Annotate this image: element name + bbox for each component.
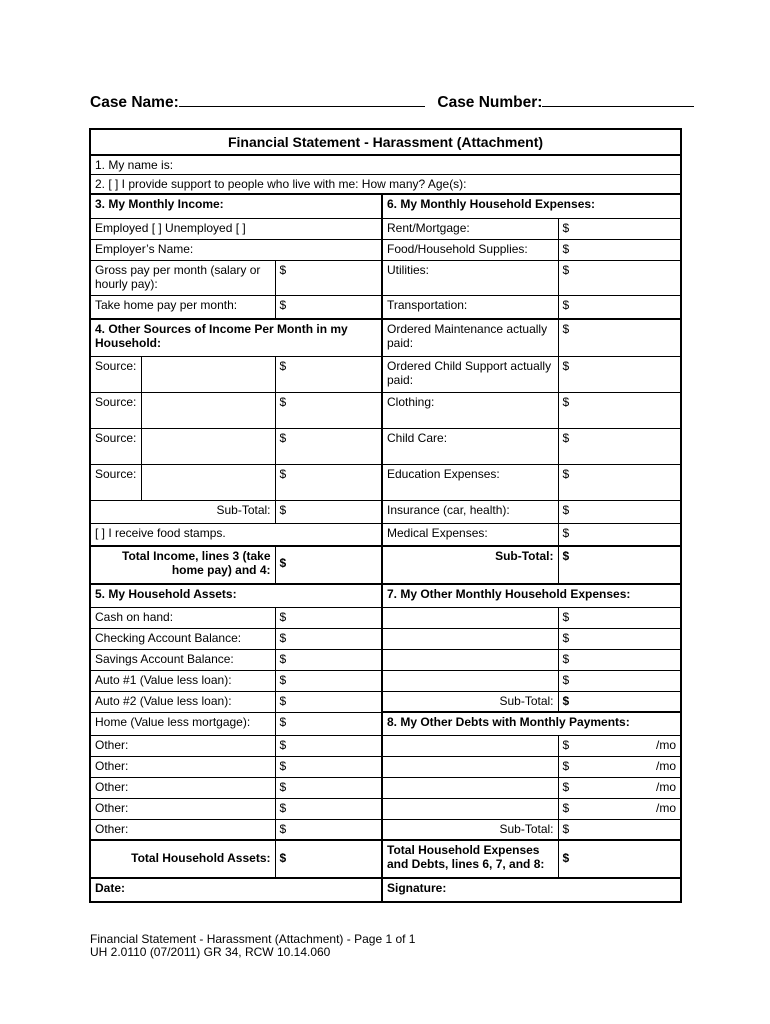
other-expense-amount[interactable]: $ [558,670,681,691]
asset-label: Auto #1 (Value less loan): [90,670,275,691]
source-amount[interactable]: $ [275,356,382,392]
dollar-sign: $ [562,800,570,815]
other-debts-heading: 8. My Other Debts with Monthly Payments: [382,712,681,735]
my-name-line[interactable]: 1. My name is: [90,155,681,175]
expense-label: Rent/Mortgage: [382,218,558,239]
expense-label: Child Care: [382,428,558,464]
debt-amount[interactable] [558,798,681,819]
household-expenses-heading: 6. My Monthly Household Expenses: [382,194,681,218]
per-month: /mo [655,737,676,752]
case-number-field[interactable] [542,92,694,107]
employer-name[interactable]: Employer’s Name: [90,239,382,260]
case-header [90,92,690,112]
source-label: Source: [90,392,141,428]
income-subtotal-amount[interactable]: $ [275,500,382,523]
signature-field[interactable]: Signature: [382,878,681,902]
other-expenses-subtotal-label: Sub-Total: [382,691,558,712]
asset-amount[interactable]: $ [275,628,382,649]
other-expense-field[interactable] [382,670,558,691]
source-amount[interactable]: $ [275,392,382,428]
source-field[interactable] [141,428,275,464]
per-month: /mo [655,800,676,815]
debt-field[interactable] [382,735,558,756]
asset-amount[interactable]: $ [275,670,382,691]
food-stamps-checkbox[interactable]: [ ] I receive food stamps. [90,523,382,546]
per-month: /mo [655,779,676,794]
expense-label: Clothing: [382,392,558,428]
debt-field[interactable] [382,777,558,798]
expense-label: Education Expenses: [382,464,558,500]
expense-amount[interactable]: $ [558,218,681,239]
expense-label: Medical Expenses: [382,523,558,546]
source-label: Source: [90,428,141,464]
source-amount[interactable]: $ [275,428,382,464]
expense-label: Ordered Maintenance actually paid: [382,319,558,356]
expense-amount[interactable]: $ [558,295,681,319]
other-expense-amount[interactable]: $ [558,649,681,670]
expense-label: Utilities: [382,260,558,295]
income-subtotal-label: Sub-Total: [90,500,275,523]
expense-amount[interactable]: $ [558,260,681,295]
page-footer [90,933,415,959]
monthly-income-heading: 3. My Monthly Income: [90,194,382,218]
case-name-label: Case Name: [90,94,179,111]
per-month: /mo [655,758,676,773]
total-expenses-debts-label: Total Household Expenses and Debts, lines 6, 7, and 8: [382,840,558,878]
other-expense-field[interactable] [382,628,558,649]
expense-label: Ordered Child Support actually paid: [382,356,558,392]
date-field[interactable]: Date: [90,878,382,902]
other-expense-field[interactable] [382,649,558,670]
support-line[interactable]: 2. [ ] I provide support to people who live with me: How many? Age(s): [90,175,681,195]
case-name-field[interactable] [179,92,425,107]
total-income-label: Total Income, lines 3 (take home pay) and 4: [90,546,275,584]
expense-amount[interactable]: $ [558,239,681,260]
gross-pay-amount[interactable]: $ [275,260,382,295]
other-expenses-subtotal-amount[interactable]: $ [558,691,681,712]
other-income-heading: 4. Other Sources of Income Per Month in my Household: [90,319,382,356]
other-expenses-heading: 7. My Other Monthly Household Expenses: [382,584,681,607]
asset-label: Home (Value less mortgage): [90,712,275,735]
source-amount[interactable]: $ [275,464,382,500]
asset-amount[interactable]: $ [275,607,382,628]
total-income-amount[interactable]: $ [275,546,382,584]
source-field[interactable] [141,356,275,392]
expenses-subtotal-amount[interactable]: $ [558,546,681,584]
expense-label: Insurance (car, health): [382,500,558,523]
financial-statement-form [89,128,682,903]
source-field[interactable] [141,392,275,428]
dollar-sign: $ [562,758,570,773]
gross-pay-label: Gross pay per month (salary or hourly pay): [90,260,275,295]
dollar-sign: $ [562,737,570,752]
asset-amount[interactable]: $ [275,735,382,756]
expense-amount[interactable]: $ [558,500,681,523]
expense-amount[interactable]: $ [558,464,681,500]
household-assets-heading: 5. My Household Assets: [90,584,382,607]
asset-amount[interactable]: $ [275,756,382,777]
total-expenses-debts-amount[interactable]: $ [558,840,681,878]
footer-form-code: UH 2.0110 (07/2011) GR 34, RCW 10.14.060 [90,945,331,959]
asset-label: Savings Account Balance: [90,649,275,670]
expense-amount[interactable]: $ [558,356,681,392]
asset-label: Auto #2 (Value less loan): [90,691,275,712]
source-label: Source: [90,464,141,500]
total-assets-label: Total Household Assets: [90,840,275,878]
source-label: Source: [90,356,141,392]
total-assets-amount[interactable]: $ [275,840,382,878]
employment-status[interactable]: Employed [ ] Unemployed [ ] [90,218,382,239]
asset-amount[interactable]: $ [275,712,382,735]
other-expense-amount[interactable]: $ [558,628,681,649]
debts-subtotal-label: Sub-Total: [382,819,558,840]
asset-amount[interactable]: $ [275,649,382,670]
dollar-sign: $ [562,779,570,794]
other-expense-field[interactable] [382,607,558,628]
debt-amount[interactable] [558,735,681,756]
take-home-amount[interactable]: $ [275,295,382,319]
debt-amount[interactable] [558,756,681,777]
expense-amount[interactable]: $ [558,428,681,464]
asset-amount[interactable]: $ [275,798,382,819]
expense-amount[interactable]: $ [558,523,681,546]
expenses-subtotal-label: Sub-Total: [382,546,558,584]
expense-amount[interactable]: $ [558,319,681,356]
other-expense-amount[interactable]: $ [558,607,681,628]
debt-amount[interactable] [558,777,681,798]
form-title: Financial Statement - Harassment (Attachment) [90,129,681,155]
asset-amount[interactable]: $ [275,819,382,840]
debts-subtotal-amount[interactable]: $ [558,819,681,840]
asset-amount[interactable]: $ [275,777,382,798]
asset-label: Other: [90,735,275,756]
debt-field[interactable] [382,756,558,777]
debt-field[interactable] [382,798,558,819]
asset-label: Other: [90,756,275,777]
asset-label: Other: [90,777,275,798]
asset-label: Other: [90,798,275,819]
asset-label: Other: [90,819,275,840]
expense-amount[interactable]: $ [558,392,681,428]
expense-label: Transportation: [382,295,558,319]
source-field[interactable] [141,464,275,500]
take-home-label: Take home pay per month: [90,295,275,319]
footer-title: Financial Statement - Harassment (Attachment) - Page 1 of 1 [90,932,416,946]
asset-label: Cash on hand: [90,607,275,628]
asset-label: Checking Account Balance: [90,628,275,649]
expense-label: Food/Household Supplies: [382,239,558,260]
case-number-label: Case Number: [437,94,543,111]
asset-amount[interactable]: $ [275,691,382,712]
